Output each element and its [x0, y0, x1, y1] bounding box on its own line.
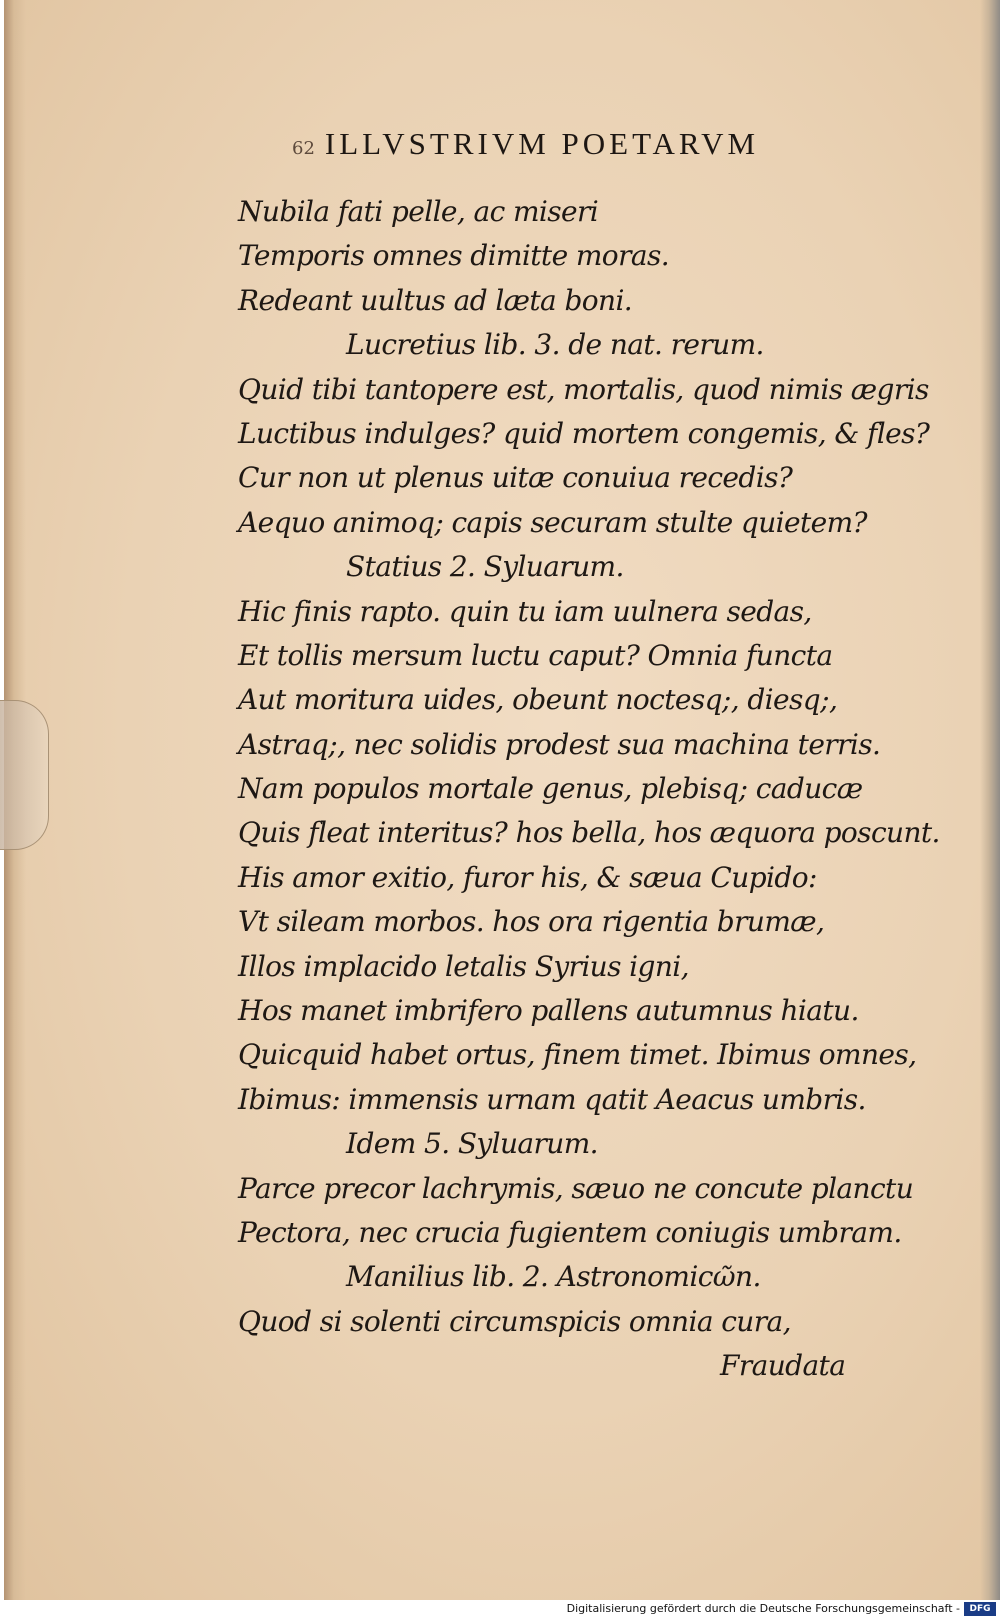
page-right-edge — [980, 0, 1000, 1600]
verse-line: Parce precor lachrymis, sæuo ne concute planctu — [238, 1171, 914, 1205]
verse-line: Aut moritura uides, obeunt noctesq;, diesq;, — [238, 683, 838, 717]
text-block — [230, 190, 940, 1389]
verse-line: Pectora, nec crucia fugientem coniugis umbram. — [238, 1215, 902, 1249]
source-heading: Lucretius lib. 3. de nat. rerum. — [346, 328, 764, 362]
verse-line: Hos manet imbrifero pallens autumnus hiatu. — [238, 994, 859, 1028]
verse-line: Luctibus indulges? quid mortem congemis, & fles? — [238, 416, 930, 450]
running-head-title: ILLVSTRIVM POETARVM — [324, 126, 760, 161]
verse-line: Quicquid habet ortus, finem timet. Ibimus omnes, — [238, 1038, 917, 1072]
verse-line: Illos implacido letalis Syrius igni, — [238, 949, 689, 983]
verse-line: Temporis omnes dimitte moras. — [238, 239, 670, 273]
funding-credit: Digitalisierung gefördert durch die Deutsche Forschungsgemeinschaft - — [566, 1602, 960, 1615]
verse-line: Nam populos mortale genus, plebisq; caducæ — [238, 772, 863, 806]
source-heading: Manilius lib. 2. Astronomicῶn. — [346, 1260, 761, 1294]
catchword: Fraudata — [720, 1349, 846, 1383]
verse-line: His amor exitio, furor his, & sæua Cupido: — [238, 860, 817, 894]
verse-line: Hic finis rapto. quin tu iam uulnera sedas, — [238, 594, 812, 628]
running-head — [292, 126, 852, 166]
verse-line: Et tollis mersum luctu caput? Omnia functa — [238, 638, 833, 672]
verse-line: Vt sileam morbos. hos ora rigentia brumæ, — [238, 905, 825, 939]
source-heading: Idem 5. Syluarum. — [346, 1127, 598, 1161]
verse-line: Cur non ut plenus uitæ conuiua recedis? — [238, 461, 793, 495]
footer-bar — [0, 1600, 1000, 1619]
verse-line: Redeant uultus ad læta boni. — [238, 283, 633, 317]
verse-line: Quis fleat interitus? hos bella, hos æquora poscunt. — [238, 816, 940, 850]
dfg-logo-icon: DFG — [964, 1602, 996, 1616]
verse-line: Nubila fati pelle, ac miseri — [238, 195, 599, 228]
verse-line: Quod si solenti circumspicis omnia cura, — [238, 1304, 791, 1338]
source-heading: Statius 2. Syluarum. — [346, 550, 624, 584]
verse-line: Quid tibi tantopere est, mortalis, quod nimis ægris — [238, 372, 929, 406]
verse-line: Aequo animoq; capis securam stulte quietem? — [238, 505, 867, 539]
verse-line: Ibimus: immensis urnam qatit Aeacus umbris. — [238, 1082, 866, 1116]
verse-line: Astraq;, nec solidis prodest sua machina terris. — [238, 727, 881, 761]
folio-number: 62 — [292, 138, 315, 159]
page-clip — [0, 700, 49, 850]
